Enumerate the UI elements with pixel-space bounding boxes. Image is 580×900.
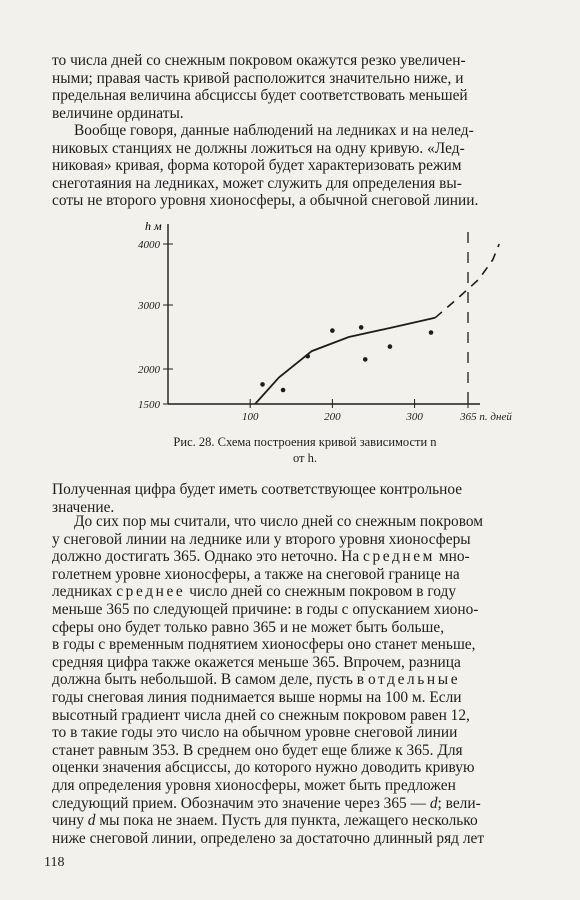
text-line: никовая» кривая, форма которой будет характеризовать режим xyxy=(52,157,462,175)
text-line: значение. xyxy=(52,498,115,516)
text-line: предельная величина абсциссы будет соответствовать меньшей xyxy=(52,87,468,105)
text-line xyxy=(52,583,556,601)
chart-points xyxy=(260,325,433,392)
text-fragment: следующий прием. Обозначим это значение через 365 — xyxy=(52,794,426,812)
x-tick-label: 300 xyxy=(406,411,423,423)
text-line: станет равным 353. В среднем оно будет еще ближе к 365. Для xyxy=(52,741,463,759)
y-tick-label: 4000 xyxy=(138,239,160,251)
text-fragment: чину xyxy=(52,812,84,830)
y-tick-label: 3000 xyxy=(138,300,160,312)
text-line: ниже снеговой линии, определено за достаточно длинный ряд лет xyxy=(52,829,485,847)
text-line xyxy=(52,548,556,566)
chart-ticks xyxy=(137,239,512,423)
text-fragment: ледниках xyxy=(52,583,113,601)
data-point xyxy=(305,354,310,359)
text-line: то в такие годы это число на обычном уровне снеговой линии xyxy=(52,724,458,742)
variable-d: d xyxy=(429,794,438,812)
page-number: 118 xyxy=(44,855,65,870)
text-line: у снеговой линии на леднике или у второго уровня хионосферы xyxy=(52,530,471,548)
paragraph-3 xyxy=(52,481,556,516)
data-point xyxy=(281,388,286,393)
text-line: Вообще говоря, данные наблюдений на ледниках и на нелед- xyxy=(74,122,474,139)
figure-28-chart xyxy=(110,212,512,423)
text-fragment: должно достигать 365. Однако это неточно. На xyxy=(52,548,360,566)
text-fragment: мно- xyxy=(438,548,470,566)
text-line: снеготаяния на ледниках, может служить для определения вы- xyxy=(52,174,462,192)
text-fragment: должна быть небольшой. В самом деле, пусть в xyxy=(52,671,365,689)
text-line: величине ординаты. xyxy=(52,104,184,122)
curve-dashed xyxy=(435,244,499,318)
data-point xyxy=(330,328,335,333)
x-tick-label: 100 xyxy=(241,411,259,423)
text-fragment: ; вели- xyxy=(437,794,481,812)
data-point xyxy=(388,344,393,349)
text-line: До сих пор мы считали, что число дней со снежным покровом xyxy=(74,513,484,530)
text-line: годы снеговая линия поднимается выше нормы на 100 м. Если xyxy=(52,688,462,706)
variable-d: d xyxy=(87,812,96,830)
caption-line: Рис. 28. Схема построения кривой зависимости n xyxy=(173,435,437,449)
text-line xyxy=(52,812,556,830)
text-fragment: число дней со снежным покровом в году xyxy=(189,583,457,601)
y-axis-label: h м xyxy=(145,219,162,233)
spaced-word: отдельные xyxy=(367,671,461,689)
text-line xyxy=(52,671,556,689)
text-line: средняя цифра также окажется меньше 365. Впрочем, разница xyxy=(52,653,461,671)
paragraph-2 xyxy=(52,122,556,210)
figure-caption xyxy=(120,434,490,466)
data-point xyxy=(260,382,265,387)
text-line: никовых станциях не должны ложиться на одну кривую. «Лед- xyxy=(52,139,465,157)
text-line: оценки значения абсциссы, до которого нужно доводить кривую xyxy=(52,759,475,777)
text-line: для определения уровня хионосферы, может быть предложен xyxy=(52,776,456,794)
text-line: то числа дней со снежным покровом окажутся резко увеличен- xyxy=(52,52,466,69)
chart-axes xyxy=(168,224,480,404)
text-line: меньше 365 по следующей причине: в годы с опусканием хионо- xyxy=(52,600,479,618)
text-line: в годы с временным поднятием хионосферы оно станет меньше, xyxy=(52,636,476,654)
text-line: сферы оно будет только равно 365 и не может быть больше, xyxy=(52,618,445,636)
x-tick-label: 365 n. дней xyxy=(460,411,512,423)
y-tick-label: 2000 xyxy=(138,364,160,376)
text-line: Полученная цифра будет иметь соответствующее контрольное xyxy=(52,481,463,498)
text-line: голетнем уровне хионосферы, а также на снеговой границе на xyxy=(52,565,460,583)
text-line: ными; правая часть кривой расположится значительно ниже, и xyxy=(52,69,464,87)
paragraph-1 xyxy=(52,52,556,122)
text-line: соты не второго уровня хионосферы, а обычной снеговой линии. xyxy=(52,192,479,210)
caption-line: от h. xyxy=(292,451,318,465)
paragraph-4 xyxy=(52,513,556,847)
text-line xyxy=(52,795,556,813)
data-point xyxy=(429,330,434,335)
text-fragment: мы пока не знаем. Пусть для пункта, лежащего несколько xyxy=(99,812,478,830)
data-point xyxy=(363,357,368,362)
chart-curve xyxy=(255,232,499,404)
spaced-word: среднее xyxy=(116,583,186,601)
data-point xyxy=(359,325,364,330)
text-line: высотный градиент числа дней со снежным покровом равен 12, xyxy=(52,706,470,724)
x-tick-label: 200 xyxy=(324,411,341,423)
y-tick-label: 1500 xyxy=(138,399,160,411)
spaced-word: среднем xyxy=(363,548,436,566)
